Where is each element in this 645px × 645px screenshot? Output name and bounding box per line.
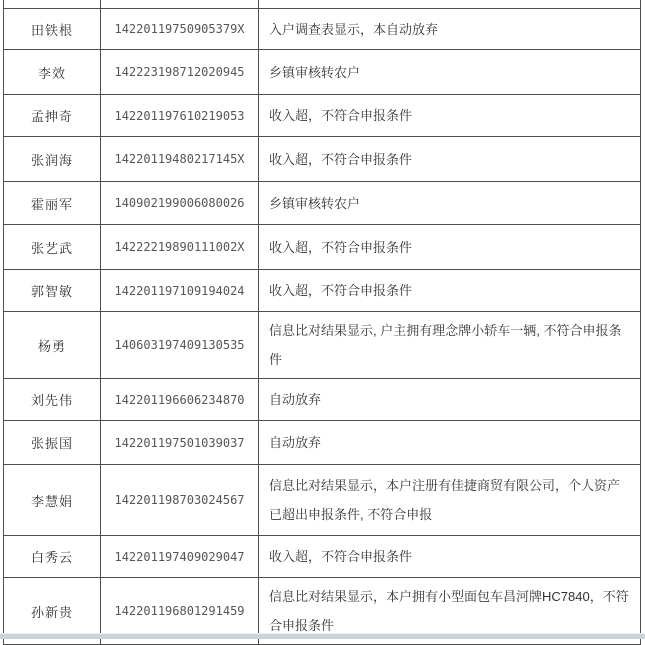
id-cell: 142201196801291459 [101,578,259,645]
name-cell: 孙新贵 [4,578,101,645]
name-cell: 白秀云 [4,536,101,578]
table-row [4,421,641,465]
table-row [4,137,641,182]
remark-cell: 自动放弃 [259,421,641,465]
name-cell [4,0,101,9]
table-row [4,465,641,536]
id-cell: 142201197109194024 [101,270,259,312]
name-cell: 杨勇 [4,312,101,379]
applicants-table [3,0,641,645]
table-row [4,312,641,379]
id-cell: 142201197610219053 [101,95,259,137]
table-row [4,95,641,137]
id-cell: 142201197409029047 [101,536,259,578]
applicants-table-body [4,0,641,645]
horizontal-scrollbar[interactable] [0,633,645,639]
id-cell: 14222219890111002X [101,225,259,270]
name-cell: 霍丽军 [4,182,101,225]
id-cell: 14220119750905379X [101,9,259,50]
remark-cell: 信息比对结果显示，本户注册有佳捷商贸有限公司，个人资产已超出申报条件, 不符合申报 [259,465,641,536]
remark-cell: 信息比对结果显示, 户主拥有理念牌小轿车一辆, 不符合申报条件 [259,312,641,379]
remark-cell: 收入超，不符合申报条件 [259,225,641,270]
id-cell: 142201198703024567 [101,465,259,536]
table-row [4,225,641,270]
remark-cell: 自动放弃 [259,379,641,421]
name-cell: 刘先伟 [4,379,101,421]
table-row [4,182,641,225]
remark-cell: 乡镇审核转农户 [259,182,641,225]
id-cell: 142223198712020945 [101,50,259,95]
id-cell: 142201196606234870 [101,379,259,421]
table-row [4,379,641,421]
name-cell: 田铁根 [4,9,101,50]
remark-cell: 收入超，不符合申报条件 [259,536,641,578]
remark-cell: 收入超，不符合申报条件 [259,95,641,137]
table-row [4,50,641,95]
remark-cell [259,0,641,9]
name-cell: 张振国 [4,421,101,465]
remark-cell: 入户调查表显示，本自动放弃 [259,9,641,50]
name-cell: 孟抻奇 [4,95,101,137]
name-cell: 张艺武 [4,225,101,270]
remark-cell: 收入超，不符合申报条件 [259,137,641,182]
table-row [4,536,641,578]
name-cell: 李慧娟 [4,465,101,536]
name-cell: 李效 [4,50,101,95]
table-row [4,270,641,312]
id-cell: 140902199006080026 [101,182,259,225]
name-cell: 郭智敏 [4,270,101,312]
remark-cell: 信息比对结果显示，本户拥有小型面包车昌河牌HC7840，不符合申报条件 [259,578,641,645]
partial-top-row [4,0,641,9]
id-cell [101,0,259,9]
remark-cell: 乡镇审核转农户 [259,50,641,95]
id-cell: 140603197409130535 [101,312,259,379]
id-cell: 14220119480217145X [101,137,259,182]
table-row [4,9,641,50]
id-cell: 142201197501039037 [101,421,259,465]
name-cell: 张润海 [4,137,101,182]
remark-cell: 收入超，不符合申报条件 [259,270,641,312]
